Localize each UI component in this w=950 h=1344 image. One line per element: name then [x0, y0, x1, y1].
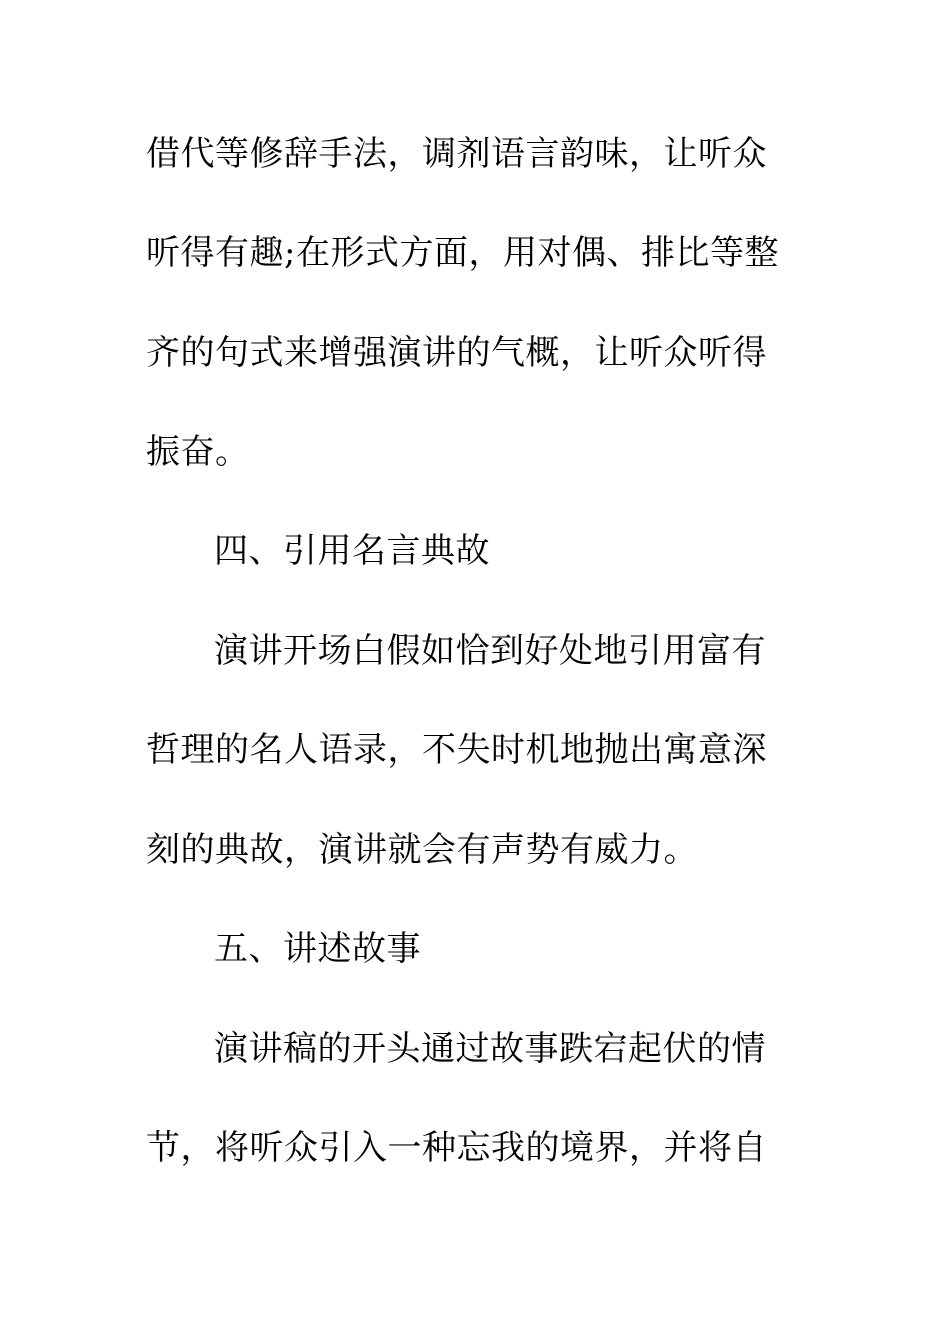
- paragraph-line: 齐的句式来增强演讲的气概，让听众听得: [146, 333, 767, 373]
- paragraph-line: 借代等修辞手法，调剂语言韵味，让听众: [146, 134, 767, 174]
- paragraph-line: 演讲稿的开头通过故事跌宕起伏的情: [214, 1029, 766, 1069]
- paragraph-line: 振奋。: [146, 432, 250, 472]
- paragraph-line: 节，将听众引入一种忘我的境界，并将自: [146, 1128, 767, 1168]
- paragraph-line: 刻的典故，演讲就会有声势有威力。: [146, 830, 698, 870]
- paragraph-line: 听得有趣;在形式方面，用对偶、排比等整: [146, 233, 779, 273]
- section-heading: 四、引用名言典故: [214, 531, 490, 571]
- section-heading: 五、讲述故事: [214, 929, 421, 969]
- paragraph-line: 演讲开场白假如恰到好处地引用富有: [214, 631, 766, 671]
- paragraph-line: 哲理的名人语录，不失时机地抛出寓意深: [146, 730, 767, 770]
